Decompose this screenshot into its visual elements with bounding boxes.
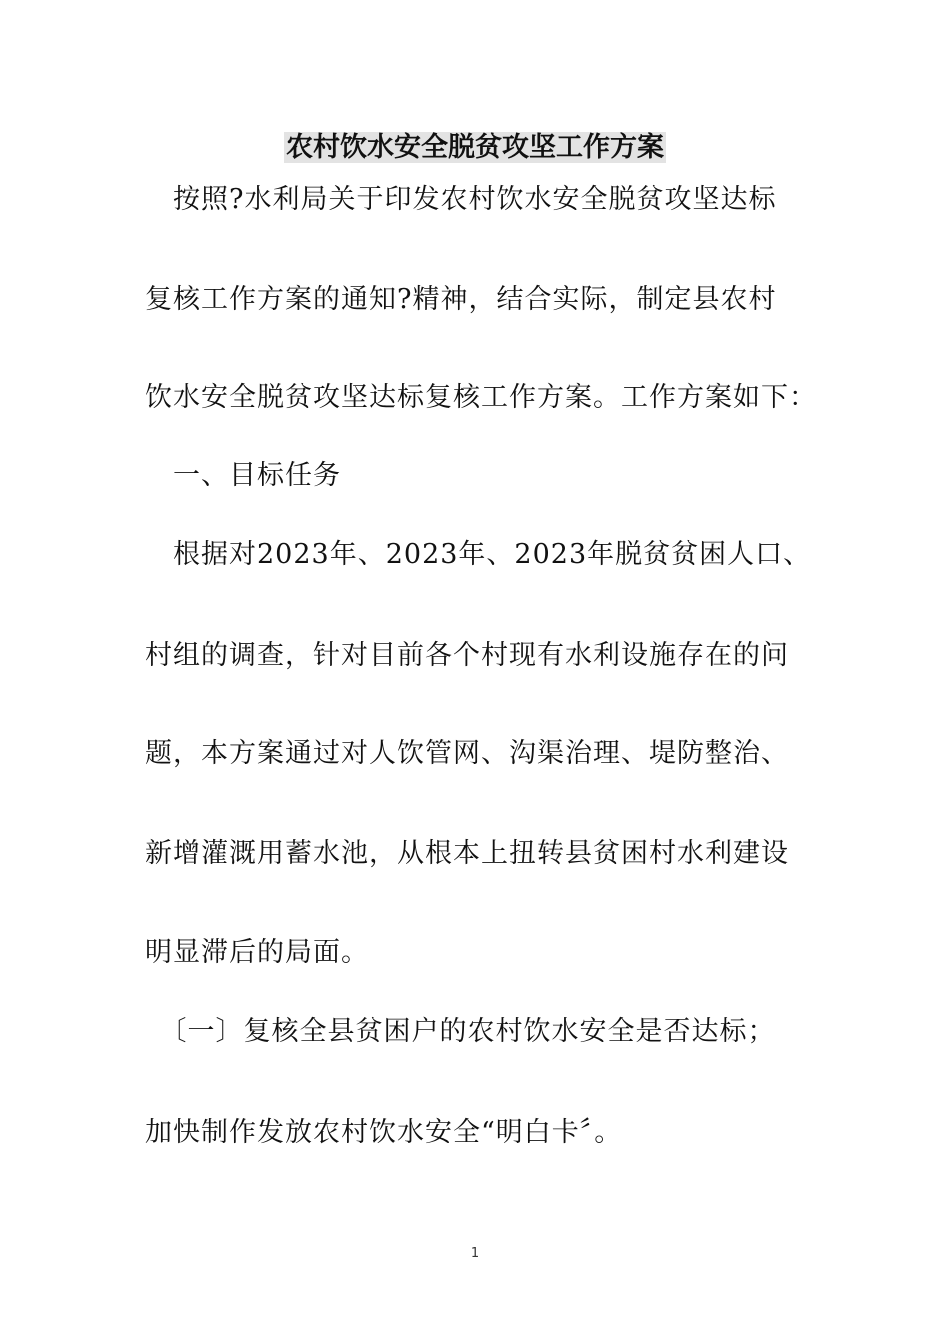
section-heading: 一、目标任务 [145,460,341,491]
paragraph-line: 题，本方案通过对人饮管网、沟渠治理、堤防整治、 [145,738,789,769]
page-number: 1 [470,1246,480,1261]
paragraph-line: 饮水安全脱贫攻坚达标复核工作方案。工作方案如下： [145,382,817,413]
document-title [0,128,950,168]
paragraph-line: 明显滞后的局面。 [145,937,369,968]
subsection-line: 〔一〕复核全县贫困户的农村饮水安全是否达标； [145,1016,776,1047]
paragraph-line: 村组的调查，针对目前各个村现有水利设施存在的问 [145,640,789,671]
document-title-text: 农村饮水安全脱贫攻坚工作方案 [286,132,664,163]
paragraph-line: 加快制作发放农村饮水安全“明白卡〞。 [145,1117,623,1148]
paragraph-line: 复核工作方案的通知?精神，结合实际，制定县农村 [145,284,777,315]
paragraph-line: 按照?水利局关于印发农村饮水安全脱贫攻坚达标 [145,184,777,215]
paragraph-line: 根据对2023年、2023年、2023年脱贫贫困人口、 [145,539,812,570]
paragraph-line: 新增灌溉用蓄水池，从根本上扭转县贫困村水利建设 [145,838,789,869]
